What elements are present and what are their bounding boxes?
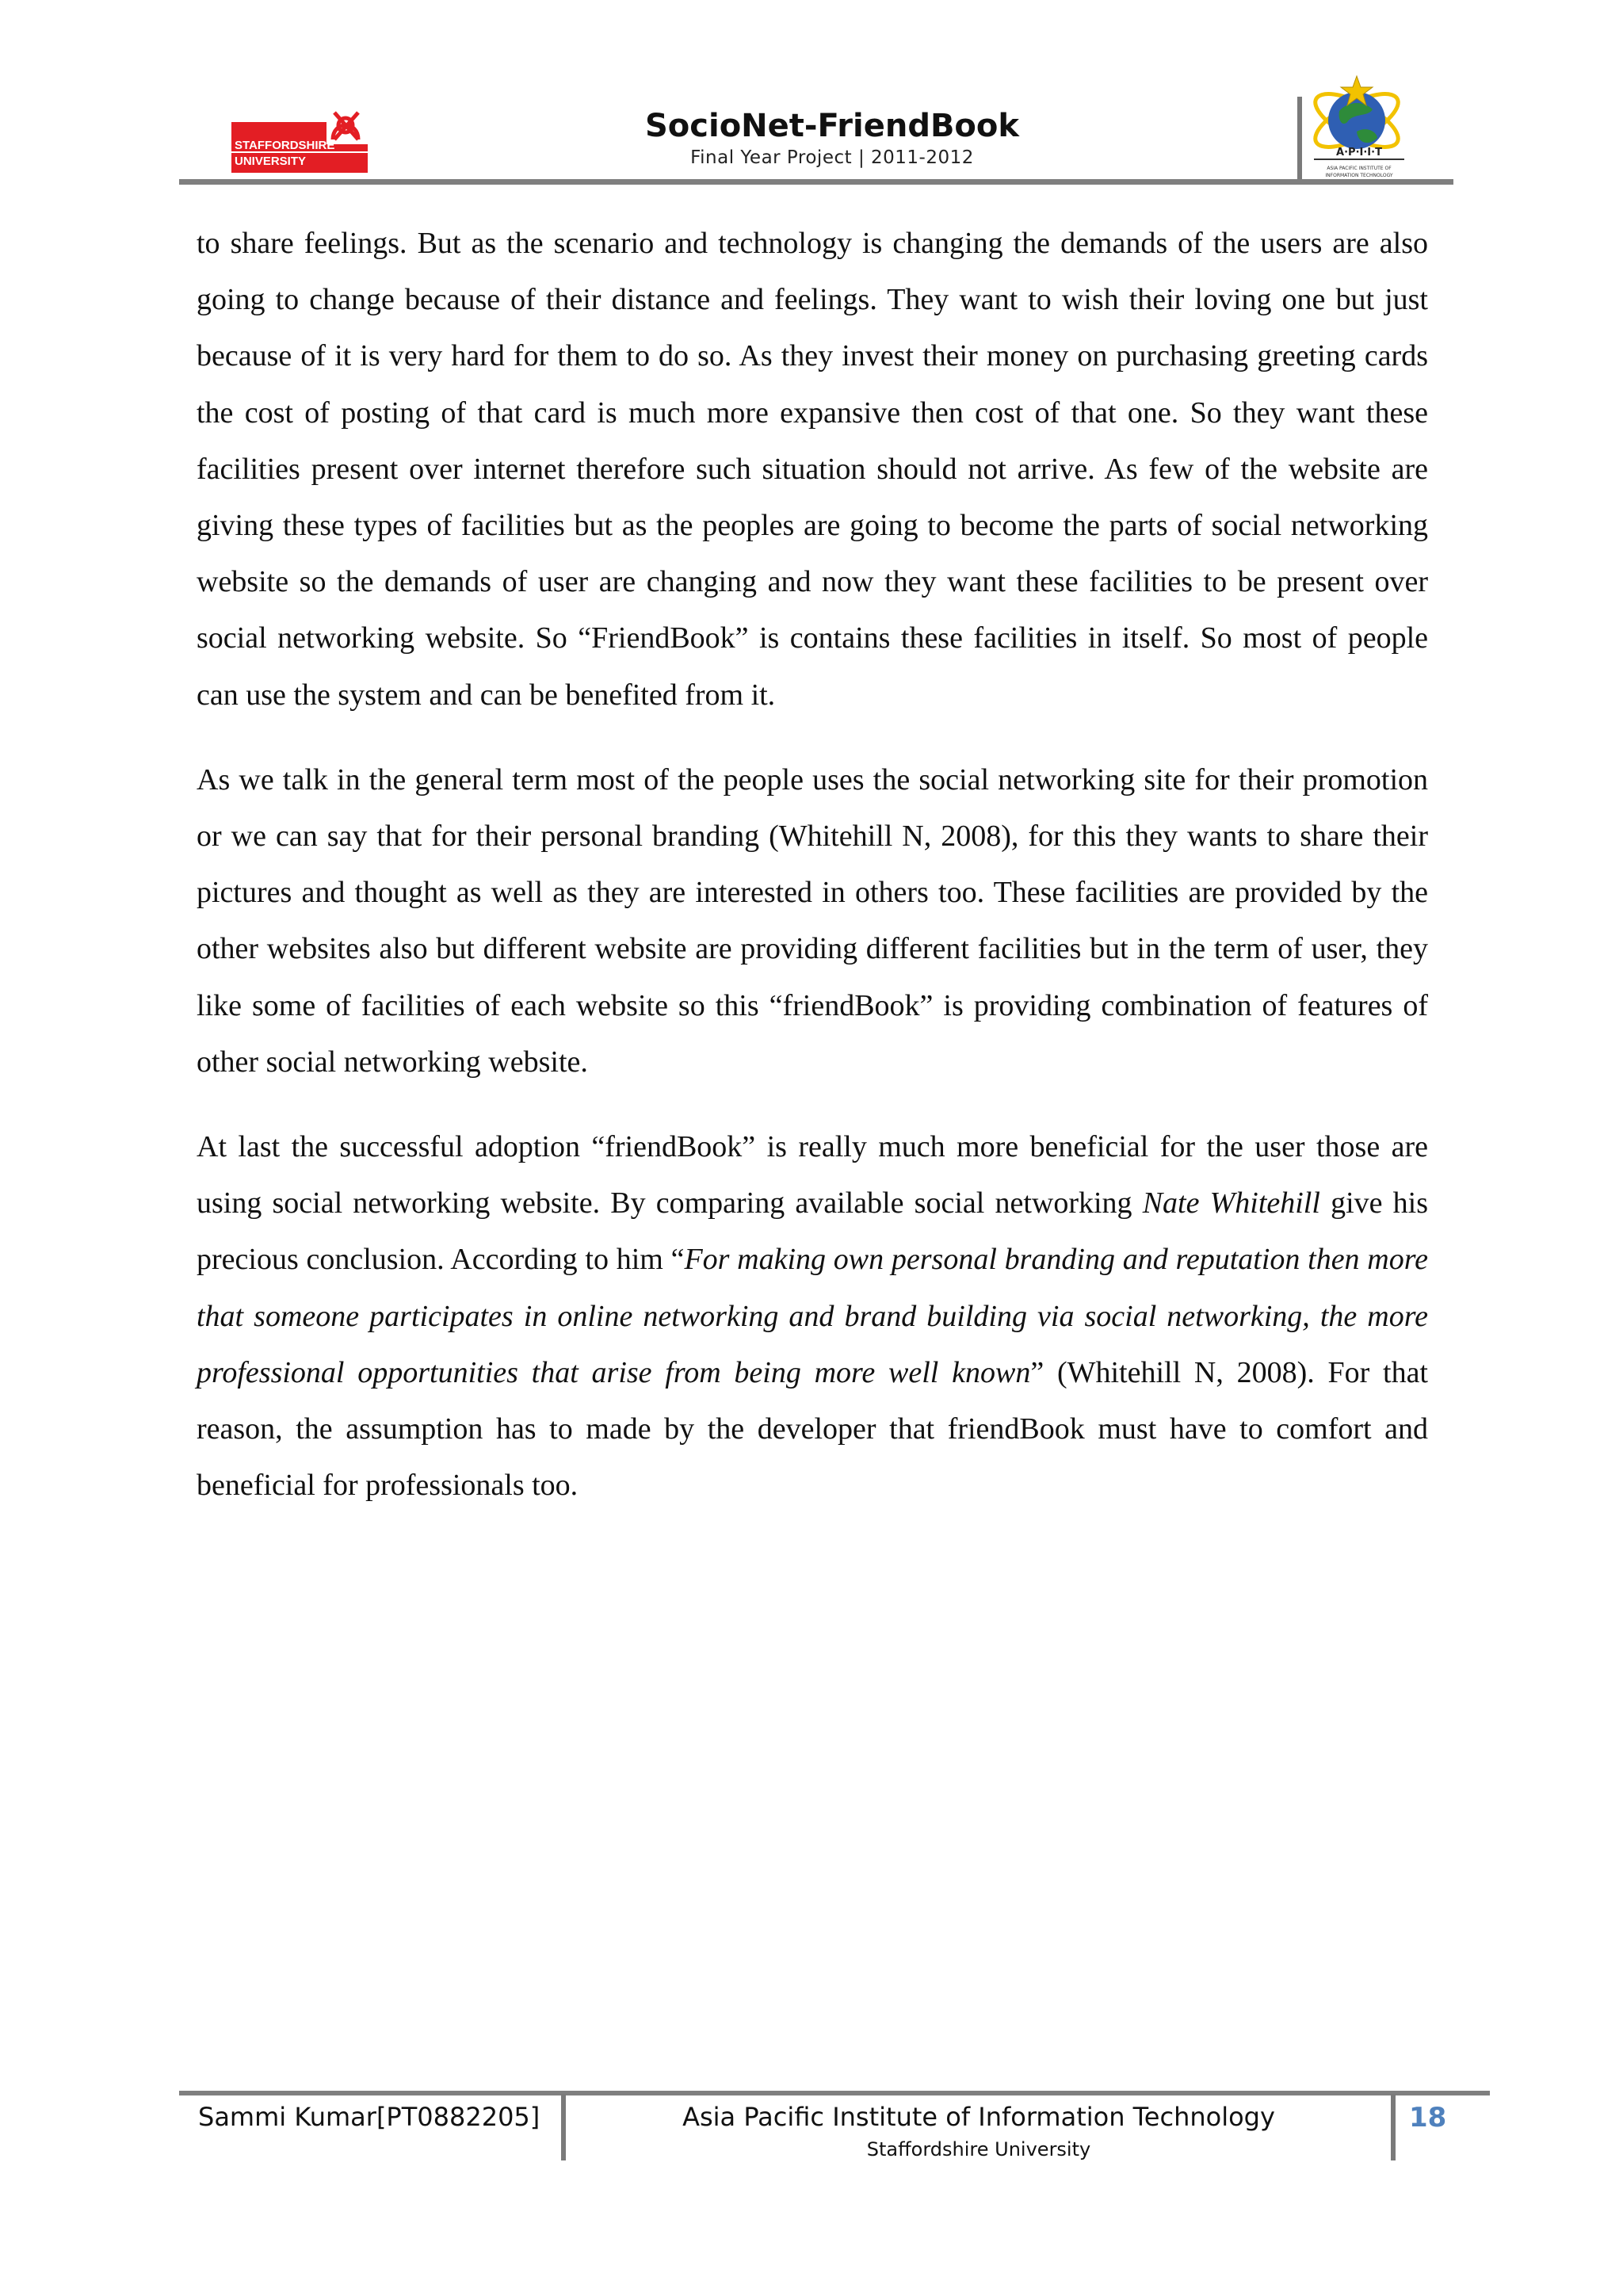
apiit-globe-logo xyxy=(1308,71,1411,182)
footer-author: Sammi Kumar[PT0882205] xyxy=(198,2102,540,2132)
footer-divider-right xyxy=(1391,2094,1396,2160)
svg-text:ASIA PACIFIC INSTITUTE OF: ASIA PACIFIC INSTITUTE OF xyxy=(1327,166,1392,171)
apiit-logo-text: A·P·I·I·T xyxy=(1336,147,1382,159)
footer-divider-left xyxy=(561,2094,566,2160)
page-number: 18 xyxy=(1409,2102,1447,2134)
paragraph-3-part-a: At last the successful adoption “friendBook” is really much more beneficial for the user those are using social networking website. By comparing available social networking xyxy=(197,1130,1428,1221)
staffordshire-university-logo xyxy=(231,105,368,173)
page-header xyxy=(0,0,1623,190)
header-divider xyxy=(1297,97,1302,182)
header-rule xyxy=(179,179,1453,185)
quotation-italic: For making own personal branding and reputation then more that someone participates in online networking and brand building via social networking, the more professional opportunities that arise from being more well known xyxy=(197,1243,1428,1389)
logo-text-university: UNIVERSITY xyxy=(235,155,307,168)
svg-text:INFORMATION TECHNOLOGY: INFORMATION TECHNOLOGY xyxy=(1325,173,1393,178)
paragraph-1: to share feelings. But as the scenario and technology is changing the demands of the users are also going to change because of their distance and feelings. They want to wish their loving one but just because of it is very hard for them to do so. As they invest their money on purchasing greeting cards the cost of posting of that card is much more expansive then cost of that one. So they want these facilities present over internet therefore such situation should not arrive. As few of the website are giving these types of facilities but as the peoples are going to become the parts of social networking website so the demands of user are changing and now they want these facilities to be present over social networking website. So “FriendBook” is contains these facilities in itself. So most of people can use the system and can be benefited from it. xyxy=(197,227,1428,712)
footer-institute: Asia Pacific Institute of Information Technology xyxy=(682,2102,1275,2132)
paragraph-3 xyxy=(197,1119,1428,1514)
document-subtitle: Final Year Project | 2011-2012 xyxy=(690,147,974,168)
page-body xyxy=(197,216,1428,1514)
paragraph-2: As we talk in the general term most of the people uses the social networking site for their promotion or we can say that for their personal branding (Whitehill N, 2008), for this they wants to share their pictures and thought as well as they are interested in others too. These facilities are provided by the other websites also but different website are providing different facilities but in the term of user, they like some of facilities of each website so this “friendBook” is providing combination of features of other social networking website. xyxy=(197,762,1428,1079)
footer-rule xyxy=(179,2091,1490,2095)
footer-university: Staffordshire University xyxy=(866,2138,1091,2160)
author-name-italic: Nate Whitehill xyxy=(1142,1186,1320,1221)
paragraph-3-part-c: give his precious conclusion. According to him “ xyxy=(197,1186,1428,1277)
paragraph-3-part-e: ” (Whitehill N, 2008). For that reason, the assumption has to made by the developer that friendBook must have to comfort and beneficial for professionals too. xyxy=(197,1355,1428,1503)
document-title: SocioNet-FriendBook xyxy=(644,108,1019,144)
logo-text-staffordshire: STAFFORDSHIRE xyxy=(235,139,335,152)
